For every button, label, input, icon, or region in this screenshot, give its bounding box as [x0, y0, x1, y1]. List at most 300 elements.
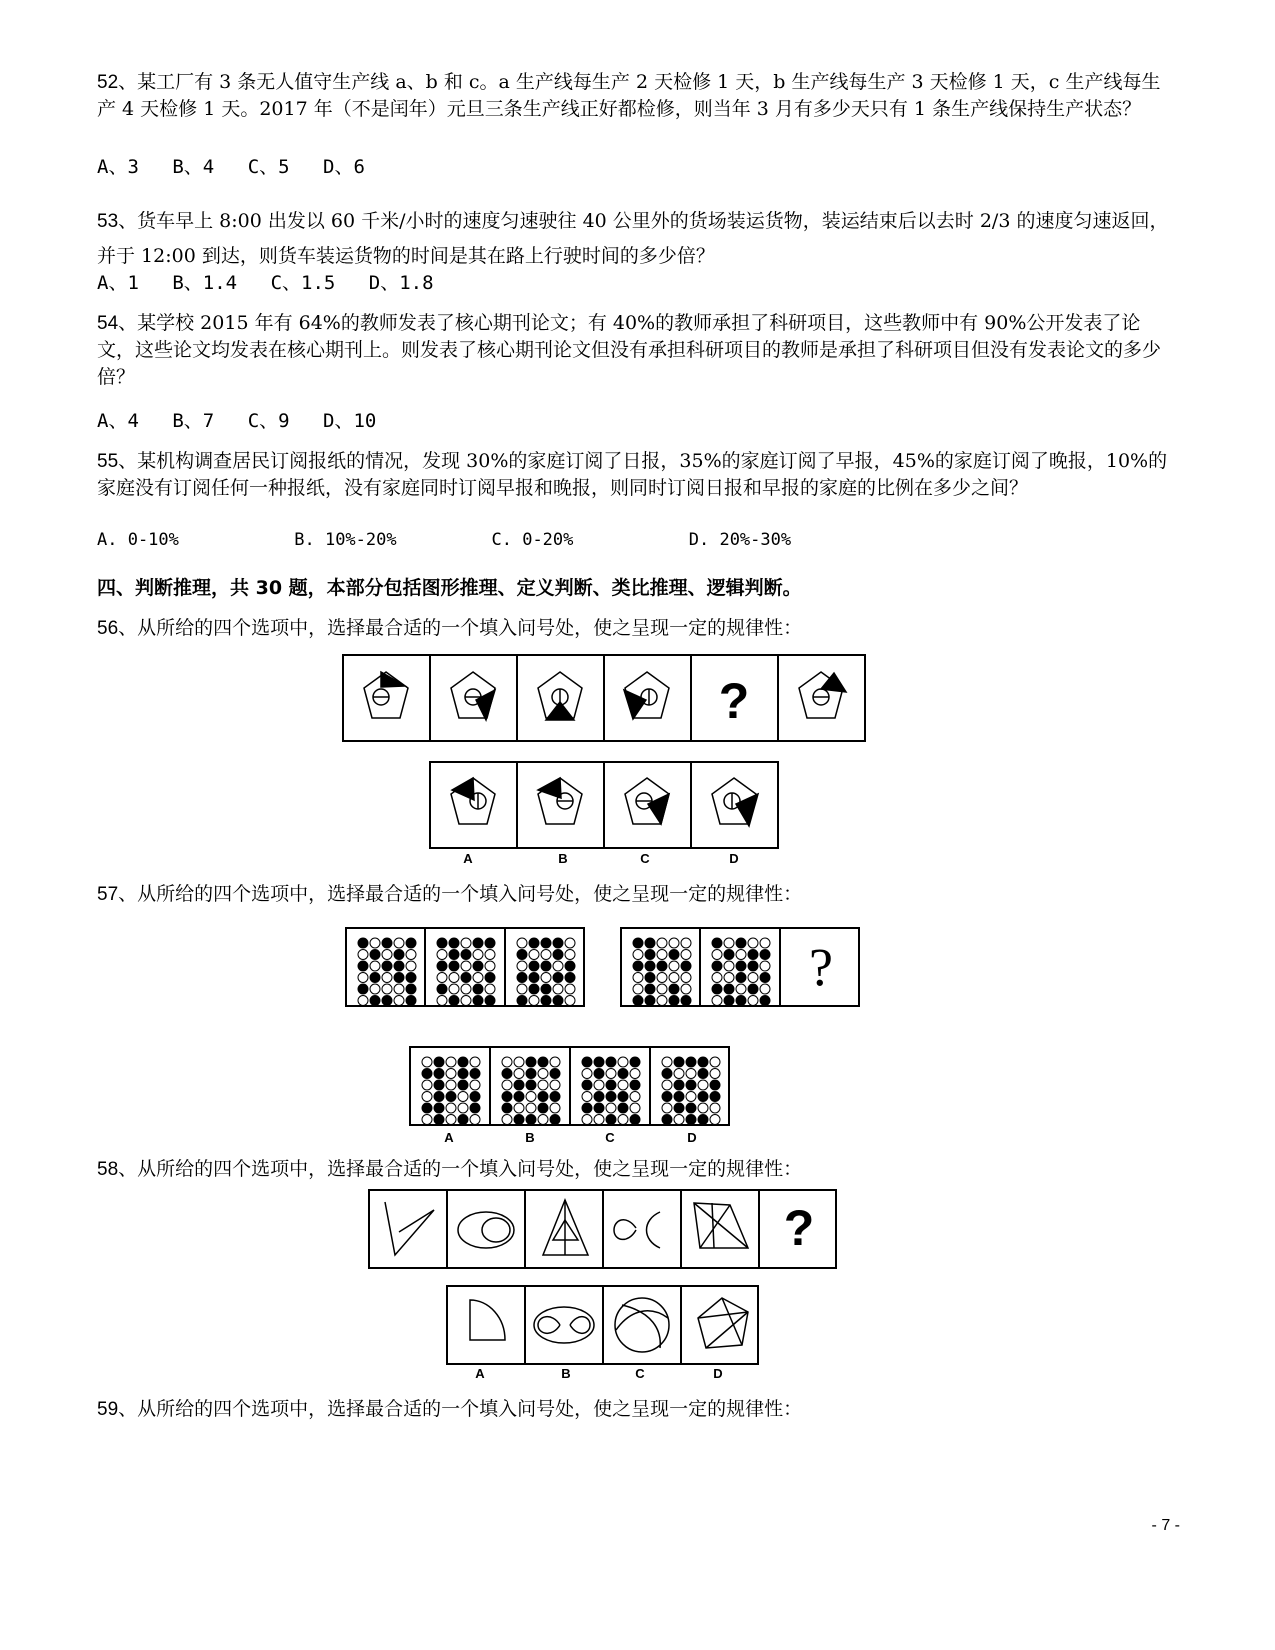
option-a[interactable]: A、3: [97, 156, 139, 178]
grid-dot: [370, 984, 380, 994]
grid-dot: [406, 961, 416, 971]
grid-dot: [502, 1069, 512, 1079]
grid-dot: [550, 1103, 560, 1113]
grid-dot: [458, 1057, 468, 1067]
grid-dot: [669, 996, 679, 1006]
option-d[interactable]: D、10: [323, 410, 377, 432]
grid-dot: [473, 938, 483, 948]
grid-dot: [529, 996, 539, 1006]
grid-dot: [526, 1115, 536, 1125]
grid-dot: [449, 938, 459, 948]
grid-dot: [594, 1057, 604, 1067]
grid-dot: [594, 1115, 604, 1125]
grid-dot: [594, 1103, 604, 1113]
grid-dot: [736, 961, 746, 971]
grid-dot: [538, 1069, 548, 1079]
grid-dot: [657, 973, 667, 983]
grid-dot: [538, 1092, 548, 1102]
q58-cell-3: [543, 1200, 588, 1255]
grid-dot: [446, 1092, 456, 1102]
grid-dot: [698, 1080, 708, 1090]
grid-dot: [502, 1080, 512, 1090]
grid-dot: [681, 996, 691, 1006]
grid-dot: [517, 938, 527, 948]
grid-dot: [502, 1092, 512, 1102]
grid-dot: [582, 1057, 592, 1067]
grid-dot: [538, 1057, 548, 1067]
q56-cell-4: [624, 672, 669, 719]
q58-cell-5: [694, 1203, 748, 1248]
grid-dot: [358, 938, 368, 948]
q58-options-figure: [447, 1286, 758, 1364]
grid-dot: [514, 1057, 524, 1067]
option-label-b: B: [558, 851, 568, 866]
grid-dot: [662, 1057, 672, 1067]
grid-dot: [553, 973, 563, 983]
option-label-a: A: [475, 1366, 485, 1381]
grid-dot: [748, 961, 758, 971]
q58-cell-2: [458, 1212, 514, 1248]
option-label-d: D: [729, 851, 739, 866]
grid-dot: [370, 961, 380, 971]
question-number: 55、: [97, 451, 138, 472]
grid-dot: [633, 961, 643, 971]
grid-dot: [437, 938, 447, 948]
grid-dot: [760, 984, 770, 994]
grid-dot: [674, 1115, 684, 1125]
grid-dot: [674, 1092, 684, 1102]
grid-dot: [550, 1069, 560, 1079]
grid-dot: [434, 1080, 444, 1090]
grid-dot: [724, 961, 734, 971]
grid-dot: [582, 1092, 592, 1102]
grid-dot: [594, 1092, 604, 1102]
grid-dot: [710, 1092, 720, 1102]
q58-option-b[interactable]: [534, 1307, 594, 1343]
grid-dot: [458, 1115, 468, 1125]
grid-dot: [662, 1092, 672, 1102]
option-c[interactable]: C、1.5: [270, 272, 336, 294]
option-b[interactable]: B、1.4: [172, 272, 238, 294]
option-b[interactable]: B. 10%-20%: [294, 530, 397, 550]
grid-dot: [657, 961, 667, 971]
grid-dot: [470, 1115, 480, 1125]
question-text: 某机构调查居民订阅报纸的情况，发现 30%的家庭订阅了日报，35%的家庭订阅了早报，45%的家庭订阅了晚报，10%的家庭没有订阅任何一种报纸，没有家庭同时订阅早报和晚报，则同时订阅日报和早报的家庭的比例在多少之间？: [97, 450, 1168, 499]
grid-dot: [712, 950, 722, 960]
grid-dot: [710, 1069, 720, 1079]
question-number: 58、: [97, 1159, 138, 1180]
grid-dot: [736, 938, 746, 948]
grid-dot: [437, 973, 447, 983]
grid-dot: [473, 961, 483, 971]
grid-dot: [736, 950, 746, 960]
grid-dot: [526, 1103, 536, 1113]
section-heading: 四、判断推理，共 30 题，本部分包括图形推理、定义判断、类比推理、逻辑判断。: [97, 577, 802, 599]
grid-dot: [618, 1080, 628, 1090]
q58-sequence-figure: [369, 1190, 836, 1268]
grid-dot: [382, 996, 392, 1006]
q58-option-d[interactable]: [698, 1298, 748, 1348]
question-text: 从所给的四个选项中，选择最合适的一个填入问号处，使之呈现一定的规律性：: [137, 1398, 803, 1420]
grid-dot: [422, 1092, 432, 1102]
grid-dot: [406, 950, 416, 960]
grid-dot: [712, 973, 722, 983]
grid-dot: [461, 996, 471, 1006]
option-a[interactable]: A. 0-10%: [97, 530, 179, 550]
grid-dot: [370, 996, 380, 1006]
grid-dot: [358, 950, 368, 960]
grid-dot: [406, 984, 416, 994]
grid-dot: [657, 984, 667, 994]
q56-option-d[interactable]: [712, 778, 758, 826]
grid-dot: [517, 996, 527, 1006]
grid-dot: [382, 938, 392, 948]
grid-dot: [760, 950, 770, 960]
grid-dot: [406, 973, 416, 983]
grid-dot: [594, 1069, 604, 1079]
grid-dot: [633, 984, 643, 994]
grid-dot: [674, 1080, 684, 1090]
grid-dot: [538, 1080, 548, 1090]
grid-dot: [526, 1080, 536, 1090]
option-label-c: C: [605, 1130, 615, 1145]
grid-dot: [748, 950, 758, 960]
question-text: 某工厂有 3 条无人值守生产线 a、b 和 c。a 生产线每生产 2 天检修 1 天，b 生产线每生产 3 天检修 1 天，c 生产线每生产 4 天检修 1 天。2017 年（不是闰年）元旦三条生产线正好都检修，则当年 3 月有多少天只有 1 条生产线保持生产状态？: [97, 71, 1161, 120]
grid-dot: [517, 984, 527, 994]
grid-dot: [633, 996, 643, 1006]
q56-sequence-figure: [343, 655, 865, 741]
question-number: 54、: [97, 313, 138, 334]
grid-dot: [485, 961, 495, 971]
grid-dot: [470, 1069, 480, 1079]
grid-dot: [394, 938, 404, 948]
grid-dot: [606, 1103, 616, 1113]
grid-dot: [514, 1115, 524, 1125]
grid-dot: [446, 1080, 456, 1090]
grid-dot: [618, 1057, 628, 1067]
grid-dot: [630, 1080, 640, 1090]
grid-dot: [553, 938, 563, 948]
grid-dot: [470, 1103, 480, 1113]
grid-dot: [529, 961, 539, 971]
grid-dot: [657, 938, 667, 948]
grid-dot: [502, 1057, 512, 1067]
grid-dot: [736, 996, 746, 1006]
page-number: - 7 -: [1151, 1517, 1180, 1534]
grid-dot: [541, 996, 551, 1006]
option-d[interactable]: D、6: [323, 156, 365, 178]
grid-dot: [724, 984, 734, 994]
option-label-a: A: [463, 851, 473, 866]
option-label-b: B: [525, 1130, 535, 1145]
grid-dot: [437, 961, 447, 971]
grid-dot: [724, 996, 734, 1006]
grid-dot: [686, 1057, 696, 1067]
grid-dot: [618, 1069, 628, 1079]
grid-dot: [529, 973, 539, 983]
grid-dot: [461, 950, 471, 960]
grid-dot: [529, 984, 539, 994]
grid-dot: [606, 1069, 616, 1079]
grid-dot: [565, 984, 575, 994]
grid-dot: [630, 1057, 640, 1067]
grid-dot: [473, 973, 483, 983]
question-mark: ?: [718, 673, 750, 729]
grid-dot: [449, 950, 459, 960]
grid-dot: [657, 996, 667, 1006]
grid-dot: [394, 961, 404, 971]
q56-cell-6: [799, 672, 846, 718]
grid-dot: [458, 1103, 468, 1113]
grid-dot: [422, 1103, 432, 1113]
grid-dot: [449, 996, 459, 1006]
grid-dot: [724, 938, 734, 948]
grid-dot: [517, 961, 527, 971]
grid-dot: [514, 1080, 524, 1090]
grid-dot: [630, 1069, 640, 1079]
grid-dot: [698, 1057, 708, 1067]
grid-dot: [358, 996, 368, 1006]
grid-dot: [394, 973, 404, 983]
grid-dot: [681, 984, 691, 994]
question-number: 56、: [97, 618, 138, 639]
grid-dot: [550, 1115, 560, 1125]
grid-dot: [526, 1069, 536, 1079]
grid-dot: [529, 950, 539, 960]
grid-dot: [434, 1115, 444, 1125]
grid-dot: [553, 950, 563, 960]
question-text: 从所给的四个选项中，选择最合适的一个填入问号处，使之呈现一定的规律性：: [137, 617, 803, 639]
grid-dot: [698, 1069, 708, 1079]
grid-dot: [434, 1103, 444, 1113]
grid-dot: [565, 996, 575, 1006]
grid-dot: [437, 950, 447, 960]
grid-dot: [473, 984, 483, 994]
grid-dot: [712, 938, 722, 948]
grid-dot: [382, 961, 392, 971]
grid-dot: [633, 938, 643, 948]
grid-dot: [553, 996, 563, 1006]
q58-cell-1: [385, 1202, 434, 1255]
grid-dot: [645, 938, 655, 948]
grid-dot: [446, 1103, 456, 1113]
grid-dot: [394, 996, 404, 1006]
grid-dot: [485, 996, 495, 1006]
grid-dot: [633, 950, 643, 960]
grid-dot: [748, 938, 758, 948]
grid-dot: [382, 973, 392, 983]
q56-cell-1: [364, 672, 408, 718]
grid-dot: [618, 1092, 628, 1102]
grid-dot: [434, 1057, 444, 1067]
option-label-c: C: [635, 1366, 645, 1381]
grid-dot: [550, 1092, 560, 1102]
grid-dot: [662, 1080, 672, 1090]
q57-dot-grids: [358, 938, 770, 1125]
grid-dot: [370, 973, 380, 983]
grid-dot: [517, 973, 527, 983]
grid-dot: [698, 1103, 708, 1113]
question-text: 某学校 2015 年有 64%的教师发表了核心期刊论文；有 40%的教师承担了科研项目，这些教师中有 90%公开发表了论文，这些论文均发表在核心期刊上。则发表了核心期刊论文但没有承担科研项目的教师是承担了科研项目但没有发表论文的多少倍？: [97, 312, 1162, 388]
grid-dot: [358, 973, 368, 983]
grid-dot: [686, 1115, 696, 1125]
grid-dot: [582, 1103, 592, 1113]
option-c[interactable]: C、9: [247, 410, 290, 432]
grid-dot: [406, 938, 416, 948]
grid-dot: [736, 984, 746, 994]
grid-dot: [538, 1115, 548, 1125]
grid-dot: [485, 973, 495, 983]
question-number: 59、: [97, 1399, 138, 1420]
grid-dot: [686, 1080, 696, 1090]
grid-dot: [394, 950, 404, 960]
option-d[interactable]: D、1.8: [368, 272, 434, 294]
grid-dot: [645, 950, 655, 960]
grid-dot: [681, 950, 691, 960]
grid-dot: [669, 938, 679, 948]
grid-dot: [485, 984, 495, 994]
grid-dot: [606, 1115, 616, 1125]
grid-dot: [736, 973, 746, 983]
grid-dot: [514, 1069, 524, 1079]
grid-dot: [541, 950, 551, 960]
option-c[interactable]: C、5: [247, 156, 290, 178]
grid-dot: [461, 961, 471, 971]
grid-dot: [422, 1069, 432, 1079]
question-text: 从所给的四个选项中，选择最合适的一个填入问号处，使之呈现一定的规律性：: [137, 1158, 803, 1180]
grid-dot: [461, 938, 471, 948]
q56-option-c[interactable]: [625, 778, 669, 824]
grid-dot: [458, 1069, 468, 1079]
grid-dot: [434, 1092, 444, 1102]
grid-dot: [669, 950, 679, 960]
grid-dot: [461, 984, 471, 994]
grid-dot: [669, 984, 679, 994]
grid-dot: [485, 938, 495, 948]
q58-option-a[interactable]: [470, 1300, 505, 1340]
q58-cell-4: [614, 1212, 660, 1248]
grid-dot: [582, 1069, 592, 1079]
grid-dot: [437, 996, 447, 1006]
grid-dot: [606, 1092, 616, 1102]
grid-dot: [657, 950, 667, 960]
grid-dot: [485, 950, 495, 960]
q56-cell-2: [451, 672, 495, 720]
grid-dot: [710, 1115, 720, 1125]
grid-dot: [358, 961, 368, 971]
question-number: 52、: [97, 72, 138, 93]
option-b[interactable]: B、4: [172, 156, 215, 178]
grid-dot: [669, 961, 679, 971]
grid-dot: [538, 1103, 548, 1113]
grid-dot: [760, 961, 770, 971]
grid-dot: [370, 938, 380, 948]
grid-dot: [645, 996, 655, 1006]
q56-option-a[interactable]: [451, 778, 495, 824]
grid-dot: [674, 1103, 684, 1113]
grid-dot: [514, 1103, 524, 1113]
grid-dot: [630, 1103, 640, 1113]
grid-dot: [529, 938, 539, 948]
grid-dot: [514, 1092, 524, 1102]
grid-dot: [473, 996, 483, 1006]
grid-dot: [565, 973, 575, 983]
grid-dot: [760, 996, 770, 1006]
grid-dot: [686, 1103, 696, 1113]
grid-dot: [502, 1103, 512, 1113]
grid-dot: [710, 1057, 720, 1067]
grid-dot: [470, 1057, 480, 1067]
grid-dot: [565, 961, 575, 971]
grid-dot: [712, 984, 722, 994]
grid-dot: [449, 961, 459, 971]
grid-dot: [458, 1092, 468, 1102]
grid-dot: [645, 961, 655, 971]
grid-dot: [712, 961, 722, 971]
grid-dot: [681, 961, 691, 971]
grid-dot: [618, 1103, 628, 1113]
grid-dot: [681, 973, 691, 983]
grid-dot: [541, 984, 551, 994]
grid-dot: [553, 961, 563, 971]
grid-dot: [473, 950, 483, 960]
grid-dot: [526, 1057, 536, 1067]
q58-option-c[interactable]: [615, 1298, 669, 1352]
grid-dot: [550, 1080, 560, 1090]
grid-dot: [630, 1092, 640, 1102]
grid-dot: [422, 1115, 432, 1125]
grid-dot: [434, 1069, 444, 1079]
grid-dot: [748, 984, 758, 994]
grid-dot: [553, 984, 563, 994]
grid-dot: [446, 1115, 456, 1125]
grid-dot: [502, 1115, 512, 1125]
grid-dot: [541, 938, 551, 948]
option-c[interactable]: C. 0-20%: [491, 530, 574, 550]
grid-dot: [550, 1057, 560, 1067]
grid-dot: [662, 1115, 672, 1125]
question-mark: ?: [809, 937, 833, 997]
grid-dot: [724, 973, 734, 983]
grid-dot: [370, 950, 380, 960]
grid-dot: [724, 950, 734, 960]
grid-dot: [382, 950, 392, 960]
grid-dot: [470, 1092, 480, 1102]
option-d[interactable]: D. 20%-30%: [688, 530, 792, 550]
grid-dot: [698, 1115, 708, 1125]
grid-dot: [712, 996, 722, 1006]
question-number: 53、: [97, 211, 138, 232]
grid-dot: [582, 1115, 592, 1125]
grid-dot: [633, 973, 643, 983]
grid-dot: [698, 1092, 708, 1102]
q56-option-b[interactable]: [538, 778, 582, 824]
option-b[interactable]: B、7: [172, 410, 215, 432]
option-a[interactable]: A、4: [97, 410, 139, 432]
grid-dot: [674, 1057, 684, 1067]
grid-dot: [470, 1080, 480, 1090]
grid-dot: [760, 973, 770, 983]
grid-dot: [541, 961, 551, 971]
question-number: 57、: [97, 884, 138, 905]
grid-dot: [594, 1080, 604, 1090]
grid-dot: [394, 984, 404, 994]
grid-dot: [582, 1080, 592, 1090]
option-label-c: C: [640, 851, 650, 866]
grid-dot: [382, 984, 392, 994]
grid-dot: [422, 1080, 432, 1090]
option-a[interactable]: A、1: [97, 272, 139, 294]
